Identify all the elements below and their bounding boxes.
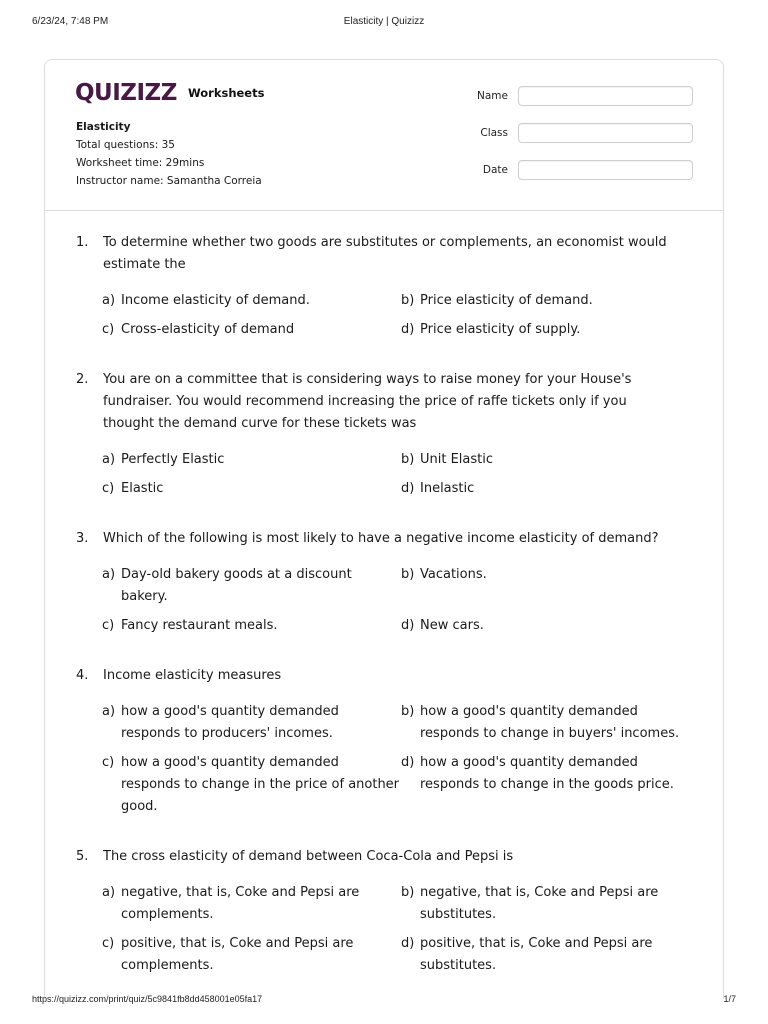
option-text: Inelastic xyxy=(420,481,475,496)
option-c xyxy=(102,933,401,977)
option-text: Unit Elastic xyxy=(420,452,494,467)
option-a xyxy=(102,290,401,312)
worksheet-card xyxy=(44,59,724,999)
option-letter: b) xyxy=(401,293,415,308)
option-c xyxy=(102,319,401,341)
option-grid xyxy=(102,882,697,977)
question-2 xyxy=(45,369,723,500)
option-letter: d) xyxy=(401,618,415,633)
option-letter: a) xyxy=(102,704,116,719)
worksheet-header xyxy=(45,60,723,211)
option-letter: d) xyxy=(401,481,415,496)
option-letter: c) xyxy=(102,322,115,337)
option-text: Elastic xyxy=(121,481,164,496)
worksheet-time: Worksheet time: 29mins xyxy=(76,157,205,169)
option-text: Cross-elasticity of demand xyxy=(121,322,295,337)
option-text: Day-old bakery goods at a discount bakery. xyxy=(121,567,352,604)
question-number: 5. xyxy=(76,849,89,864)
question-list xyxy=(45,232,723,1005)
option-text: how a good's quantity demanded responds to change in the price of another good. xyxy=(121,755,400,814)
option-d xyxy=(401,319,700,341)
question-text: Which of the following is most likely to have a negative income elasticity of demand? xyxy=(103,531,659,546)
option-text: positive, that is, Coke and Pepsi are substitutes. xyxy=(420,936,653,973)
quizizz-logo: QUIZIZZ xyxy=(75,80,177,106)
date-field xyxy=(463,160,693,182)
option-letter: d) xyxy=(401,936,415,951)
option-a xyxy=(102,882,401,926)
option-letter: a) xyxy=(102,885,116,900)
option-b xyxy=(401,290,700,312)
option-letter: c) xyxy=(102,755,115,770)
question-number: 1. xyxy=(76,235,89,250)
question-number: 4. xyxy=(76,668,89,683)
option-b xyxy=(401,449,700,471)
print-footer xyxy=(32,994,736,1008)
question-1 xyxy=(45,232,723,341)
total-questions: Total questions: 35 xyxy=(76,139,175,151)
worksheet-meta xyxy=(76,118,262,190)
option-letter: b) xyxy=(401,452,415,467)
page-number: 1/7 xyxy=(723,994,736,1004)
print-url[interactable]: https://quizizz.com/print/quiz/5c9841fb8dd458001e05fa17 xyxy=(32,994,263,1004)
option-c xyxy=(102,615,401,637)
option-text: Price elasticity of demand. xyxy=(420,293,593,308)
class-label: Class xyxy=(480,127,508,139)
name-label: Name xyxy=(477,90,508,102)
option-grid xyxy=(102,290,697,341)
option-a xyxy=(102,564,401,608)
option-text: positive, that is, Coke and Pepsi are complements. xyxy=(121,936,354,973)
option-d xyxy=(401,478,700,500)
option-letter: c) xyxy=(102,936,115,951)
option-text: Fancy restaurant meals. xyxy=(121,618,278,633)
option-letter: a) xyxy=(102,293,116,308)
question-text: The cross elasticity of demand between Coca-Cola and Pepsi is xyxy=(103,849,514,864)
option-d xyxy=(401,615,700,637)
name-field xyxy=(463,86,693,108)
option-letter: a) xyxy=(102,567,116,582)
option-text: negative, that is, Coke and Pepsi are substitutes. xyxy=(420,885,659,922)
option-letter: c) xyxy=(102,618,115,633)
option-c xyxy=(102,478,401,500)
option-letter: d) xyxy=(401,755,415,770)
option-d xyxy=(401,752,700,818)
option-b xyxy=(401,882,700,926)
name-input[interactable] xyxy=(518,86,693,106)
class-input[interactable] xyxy=(518,123,693,143)
option-c xyxy=(102,752,401,818)
print-header xyxy=(32,14,736,30)
option-letter: a) xyxy=(102,452,116,467)
student-fields xyxy=(463,86,693,197)
option-text: how a good's quantity demanded responds to producers' incomes. xyxy=(121,704,339,741)
instructor-name: Instructor name: Samantha Correia xyxy=(76,175,262,187)
option-letter: b) xyxy=(401,567,415,582)
option-text: how a good's quantity demanded responds to change in the goods price. xyxy=(420,755,674,792)
option-b xyxy=(401,701,700,745)
option-text: Price elasticity of supply. xyxy=(420,322,581,337)
option-b xyxy=(401,564,700,608)
question-text: To determine whether two goods are substitutes or complements, an economist would estimate the xyxy=(103,235,667,272)
option-grid xyxy=(102,564,697,637)
option-a xyxy=(102,449,401,471)
option-text: Vacations. xyxy=(420,567,487,582)
option-text: New cars. xyxy=(420,618,484,633)
option-grid xyxy=(102,449,697,500)
question-number: 3. xyxy=(76,531,89,546)
option-letter: c) xyxy=(102,481,115,496)
option-letter: b) xyxy=(401,704,415,719)
print-title: Elasticity | Quizizz xyxy=(343,16,425,27)
option-grid xyxy=(102,701,697,818)
option-text: Perfectly Elastic xyxy=(121,452,225,467)
question-text: You are on a committee that is considering ways to raise money for your House's fundraiser. You would recommend increasing the price of raffe tickets only if you thought the demand curve for these tickets was xyxy=(103,372,632,431)
brand xyxy=(75,80,264,108)
option-text: Income elasticity of demand. xyxy=(121,293,310,308)
date-input[interactable] xyxy=(518,160,693,180)
option-letter: d) xyxy=(401,322,415,337)
option-a xyxy=(102,701,401,745)
option-text: how a good's quantity demanded responds to change in buyers' incomes. xyxy=(420,704,680,741)
option-letter: b) xyxy=(401,885,415,900)
class-field xyxy=(463,123,693,145)
print-timestamp: 6/23/24, 7:48 PM xyxy=(32,16,109,27)
question-number: 2. xyxy=(76,372,89,387)
question-3 xyxy=(45,528,723,637)
question-text: Income elasticity measures xyxy=(103,668,282,683)
question-4 xyxy=(45,665,723,818)
option-text: negative, that is, Coke and Pepsi are complements. xyxy=(121,885,360,922)
option-d xyxy=(401,933,700,977)
question-5 xyxy=(45,846,723,977)
brand-section: Worksheets xyxy=(187,86,265,100)
date-label: Date xyxy=(482,164,508,176)
worksheet-title: Elasticity xyxy=(76,121,131,133)
